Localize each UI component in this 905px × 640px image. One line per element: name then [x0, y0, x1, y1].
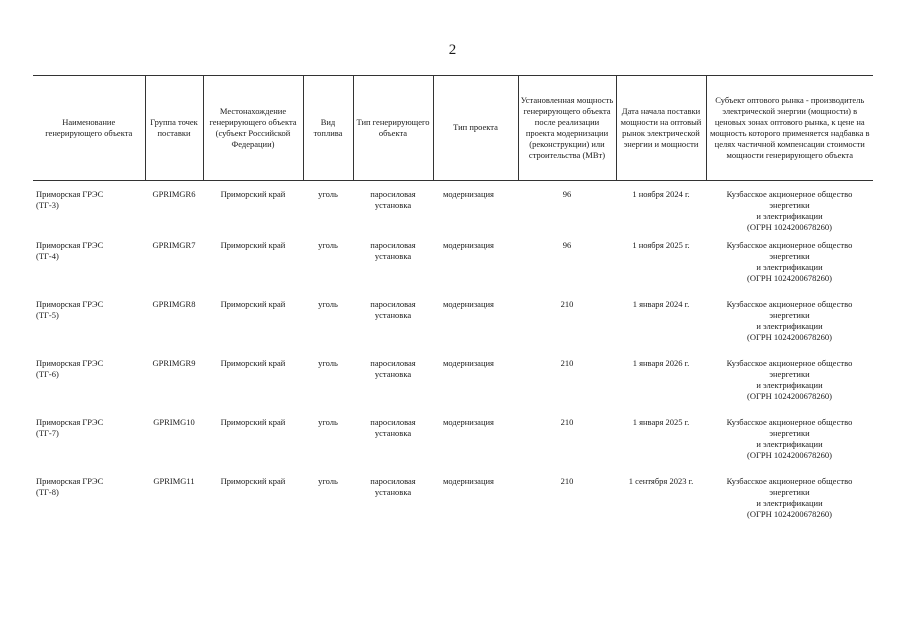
cell-project-type: модернизация	[443, 189, 494, 199]
subject-line: и электрификации	[756, 380, 823, 391]
cell-project-type: модернизация	[443, 476, 494, 486]
subject-line: (ОГРН 1024200678260)	[747, 450, 832, 461]
object-type-line: установка	[374, 310, 412, 321]
cell-fuel: уголь	[318, 476, 338, 486]
subject-line: Кузбасское акционерное общество	[726, 299, 853, 309]
subject-line: и электрификации	[756, 498, 823, 509]
table-row	[33, 417, 873, 476]
object-type-line: установка	[374, 428, 412, 439]
object-type-line: паросиловая	[370, 476, 416, 486]
cell-object-name	[33, 476, 145, 535]
cell-location: Приморский край	[220, 476, 286, 486]
cell-delivery-group: GPRIMG11	[153, 476, 195, 486]
cell-market-subject	[706, 181, 873, 241]
object-unit-line: (ТГ-8)	[36, 487, 59, 498]
object-type-line: установка	[374, 369, 412, 380]
cell-start-date: 1 января 2025 г.	[632, 417, 690, 427]
cell-market-subject	[706, 476, 873, 535]
cell-delivery-group: GPRIMGR8	[152, 299, 196, 309]
cell-project-type: модернизация	[443, 358, 494, 368]
cell-project-type: модернизация	[443, 417, 494, 427]
cell-object-name	[33, 181, 145, 241]
cell-start-date: 1 января 2024 г.	[632, 299, 690, 309]
cell-object-name	[33, 417, 145, 476]
object-type-line: паросиловая	[370, 189, 416, 199]
cell-market-subject	[706, 240, 873, 299]
subject-line: Кузбасское акционерное общество	[726, 417, 853, 427]
cell-capacity: 210	[560, 417, 574, 427]
cell-start-date: 1 января 2026 г.	[632, 358, 690, 368]
subject-line: энергетики	[769, 251, 810, 262]
cell-object-type	[353, 240, 433, 299]
cell-location: Приморский край	[220, 189, 286, 199]
object-name-line: Приморская ГРЭС	[36, 476, 104, 486]
subject-line: (ОГРН 1024200678260)	[747, 332, 832, 343]
cell-object-name	[33, 299, 145, 358]
header-object-name: Наименование генерирующего объекта	[33, 76, 145, 181]
object-name-line: Приморская ГРЭС	[36, 299, 104, 309]
subject-line: (ОГРН 1024200678260)	[747, 222, 832, 233]
cell-project-type: модернизация	[443, 240, 494, 250]
object-unit-line: (ТГ-3)	[36, 200, 59, 211]
object-unit-line: (ТГ-4)	[36, 251, 59, 262]
subject-line: и электрификации	[756, 321, 823, 332]
subject-line: и электрификации	[756, 211, 823, 222]
header-location: Местонахождение генерирующего объекта (субъект Российской Федерации)	[203, 76, 303, 181]
cell-location: Приморский край	[220, 240, 286, 250]
table-header-row	[33, 76, 873, 181]
cell-capacity: 210	[560, 476, 574, 486]
cell-project-type: модернизация	[443, 299, 494, 309]
cell-location: Приморский край	[220, 299, 286, 309]
cell-start-date: 1 ноября 2024 г.	[632, 189, 690, 199]
cell-fuel: уголь	[318, 417, 338, 427]
subject-line: энергетики	[769, 310, 810, 321]
subject-line: Кузбасское акционерное общество	[726, 358, 853, 368]
object-type-line: паросиловая	[370, 358, 416, 368]
subject-line: (ОГРН 1024200678260)	[747, 391, 832, 402]
cell-location: Приморский край	[220, 417, 286, 427]
subject-line: и электрификации	[756, 439, 823, 450]
subject-line: и электрификации	[756, 262, 823, 273]
page-number: 2	[448, 42, 457, 58]
cell-object-type	[353, 476, 433, 535]
subject-line: Кузбасское акционерное общество	[726, 240, 853, 250]
cell-object-name	[33, 358, 145, 417]
cell-start-date: 1 сентября 2023 г.	[628, 476, 694, 486]
header-fuel: Вид топлива	[303, 76, 353, 181]
cell-market-subject	[706, 299, 873, 358]
object-name-line: Приморская ГРЭС	[36, 240, 104, 250]
cell-fuel: уголь	[318, 240, 338, 250]
header-object-type: Тип генерирующего объекта	[353, 76, 433, 181]
generating-objects-table-container	[33, 75, 873, 535]
cell-capacity: 96	[562, 189, 572, 199]
table-row	[33, 476, 873, 535]
generating-objects-table	[33, 75, 873, 535]
subject-line: (ОГРН 1024200678260)	[747, 509, 832, 520]
object-type-line: паросиловая	[370, 240, 416, 250]
subject-line: энергетики	[769, 200, 810, 211]
table-row	[33, 299, 873, 358]
subject-line: Кузбасское акционерное общество	[726, 189, 853, 199]
table-row	[33, 240, 873, 299]
object-type-line: установка	[374, 200, 412, 211]
subject-line: (ОГРН 1024200678260)	[747, 273, 832, 284]
header-delivery-group: Группа точек поставки	[145, 76, 203, 181]
object-type-line: установка	[374, 487, 412, 498]
table-row	[33, 181, 873, 241]
cell-capacity: 210	[560, 358, 574, 368]
object-type-line: паросиловая	[370, 299, 416, 309]
table-row	[33, 358, 873, 417]
cell-market-subject	[706, 358, 873, 417]
object-name-line: Приморская ГРЭС	[36, 417, 104, 427]
cell-object-type	[353, 358, 433, 417]
cell-fuel: уголь	[318, 358, 338, 368]
subject-line: энергетики	[769, 487, 810, 498]
cell-delivery-group: GPRIMGR6	[152, 189, 196, 199]
cell-object-type	[353, 417, 433, 476]
cell-delivery-group: GPRIMGR9	[152, 358, 196, 368]
object-type-line: паросиловая	[370, 417, 416, 427]
object-name-line: Приморская ГРЭС	[36, 358, 104, 368]
object-type-line: установка	[374, 251, 412, 262]
cell-capacity: 96	[562, 240, 572, 250]
object-unit-line: (ТГ-7)	[36, 428, 59, 439]
header-capacity: Установленная мощность генерирующего объекта после реализации проекта модернизации (реконструкции) или строительства (МВт)	[518, 76, 616, 181]
cell-market-subject	[706, 417, 873, 476]
header-start-date: Дата начала поставки мощности на оптовый рынок электрической энергии и мощности	[616, 76, 706, 181]
cell-fuel: уголь	[318, 299, 338, 309]
cell-start-date: 1 ноября 2025 г.	[632, 240, 690, 250]
cell-capacity: 210	[560, 299, 574, 309]
cell-object-name	[33, 240, 145, 299]
object-name-line: Приморская ГРЭС	[36, 189, 104, 199]
subject-line: Кузбасское акционерное общество	[726, 476, 853, 486]
cell-object-type	[353, 181, 433, 241]
cell-delivery-group: GPRIMGR7	[152, 240, 196, 250]
cell-fuel: уголь	[318, 189, 338, 199]
cell-object-type	[353, 299, 433, 358]
subject-line: энергетики	[769, 428, 810, 439]
subject-line: энергетики	[769, 369, 810, 380]
object-unit-line: (ТГ-6)	[36, 369, 59, 380]
cell-delivery-group: GPRIMG10	[153, 417, 195, 427]
header-market-subject: Субъект оптового рынка - производитель электрической энергии (мощности) в ценовых зонах оптового рынка, к цене на мощность которого применяется надбавка в целях частичной компенсации стоимости мощности генерирующего объекта	[706, 76, 873, 181]
object-unit-line: (ТГ-5)	[36, 310, 59, 321]
header-project-type: Тип проекта	[433, 76, 518, 181]
cell-location: Приморский край	[220, 358, 286, 368]
